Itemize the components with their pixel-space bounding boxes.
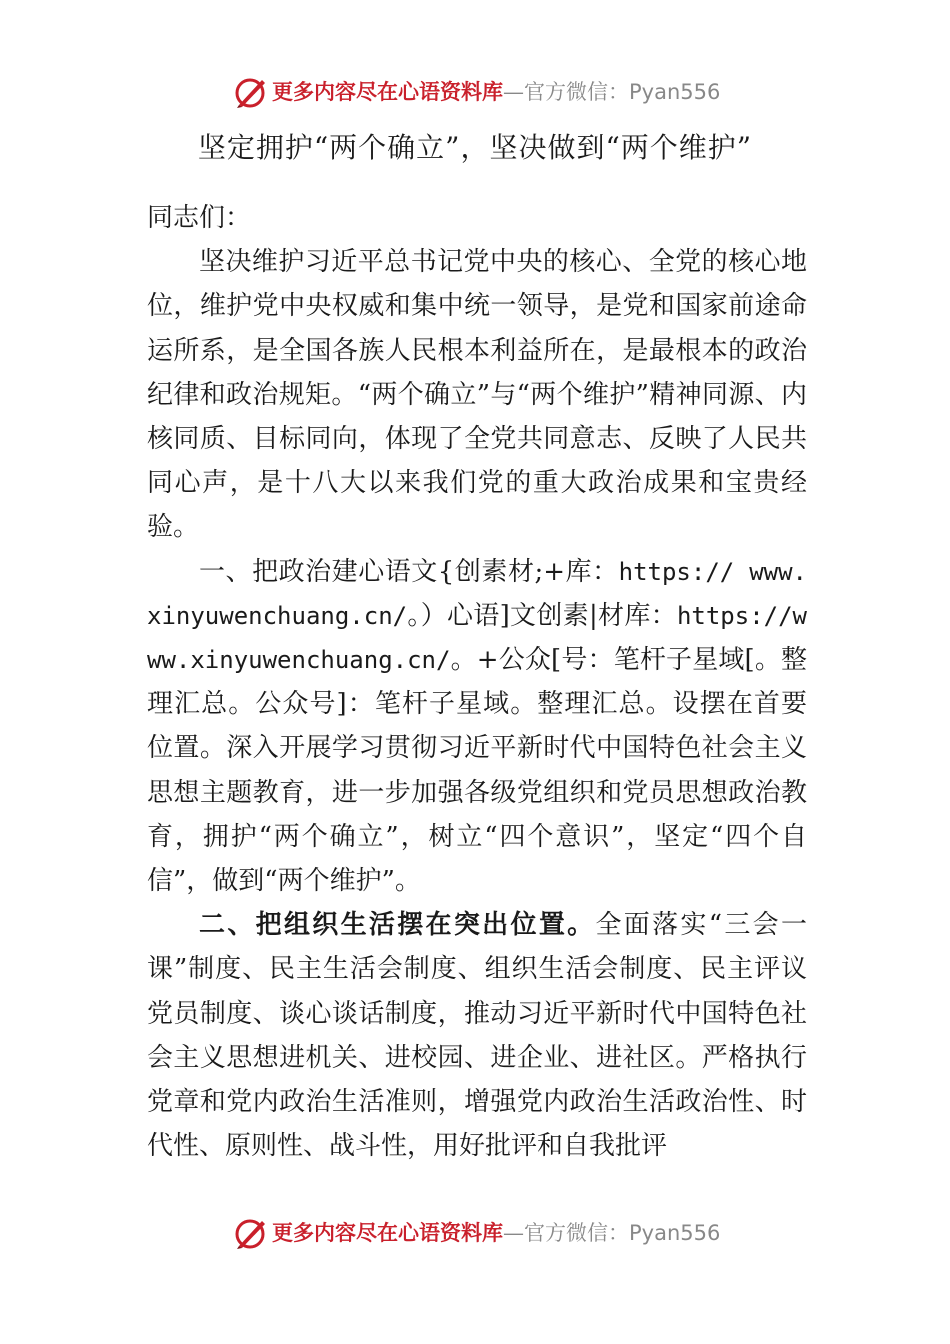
watermark-wechat-label: 官方微信： — [524, 80, 629, 104]
watermark-site-text: 更多内容尽在心语资料库 — [272, 1220, 503, 1245]
section-heading-2: 二、把组织生活摆在突出位置。 — [199, 910, 596, 941]
watermark-wechat-label: 官方微信： — [524, 1221, 629, 1245]
watermark-dash: — — [503, 80, 524, 104]
watermark-wechat-id: Pyan556 — [629, 80, 721, 104]
footer-watermark — [0, 1213, 950, 1253]
pen-logo-icon — [233, 74, 269, 110]
paragraph-2 — [147, 550, 807, 904]
pen-logo-icon — [233, 1215, 269, 1251]
paragraph-3 — [147, 903, 807, 1168]
salutation: 同志们： — [147, 203, 252, 233]
watermark-site-text: 更多内容尽在心语资料库 — [272, 79, 503, 104]
header-watermark — [0, 72, 950, 112]
url-text-2: https://www.xinyuwenchuang.cn/ — [147, 601, 807, 675]
document-body — [147, 196, 807, 1168]
paragraph-1: 坚决维护习近平总书记党中央的核心、全党的核心地位，维护党中央权威和集中统一领导，是党和国家前途命运所系，是全国各族人民根本利益所在，是最根本的政治纪律和政治规矩。“两个确立”与“两个维护”精神同源、内核同质、目标同向，体现了全党共同意志、反映了人民共同心声，是十八大以来我们党的重大政治成果和宝贵经验。 — [147, 247, 807, 543]
paragraph-2-part-b: 。）心语]文创素|材库： — [407, 600, 677, 631]
paragraph-2-part-c: 。+公众[号：笔杆子星域[。整理汇总。公众号]：笔杆子星域。整理汇总。设摆在首要位置。深入开展学习贯彻习近平新时代中国特色社会主义思想主题教育，进一步加强各级党组织和党员思想政治教育，拥护“两个确立”，树立“四个意识”，坚定“四个自信”，做到“两个维护”。 — [147, 645, 807, 897]
watermark-dash: — — [503, 1221, 524, 1245]
paragraph-3-text: 全面落实“三会一课”制度、民主生活会制度、组织生活会制度、民主评议党员制度、谈心谈话制度，推动习近平新时代中国特色社会主义思想进机关、进校园、进企业、进社区。严格执行党章和党内政治生活准则，增强党内政治生活政治性、时代性、原则性、战斗性，用好批评和自我批评 — [147, 910, 807, 1162]
watermark-wechat-id: Pyan556 — [629, 1221, 721, 1245]
document-title: 坚定拥护“两个确立”，坚决做到“两个维护” — [197, 131, 753, 164]
url-text-1: https:// www.xinyuwenchuang.cn/ — [147, 557, 807, 630]
paragraph-2-part-a: 一、把政治建心语文{创素材;+库： — [199, 556, 619, 587]
